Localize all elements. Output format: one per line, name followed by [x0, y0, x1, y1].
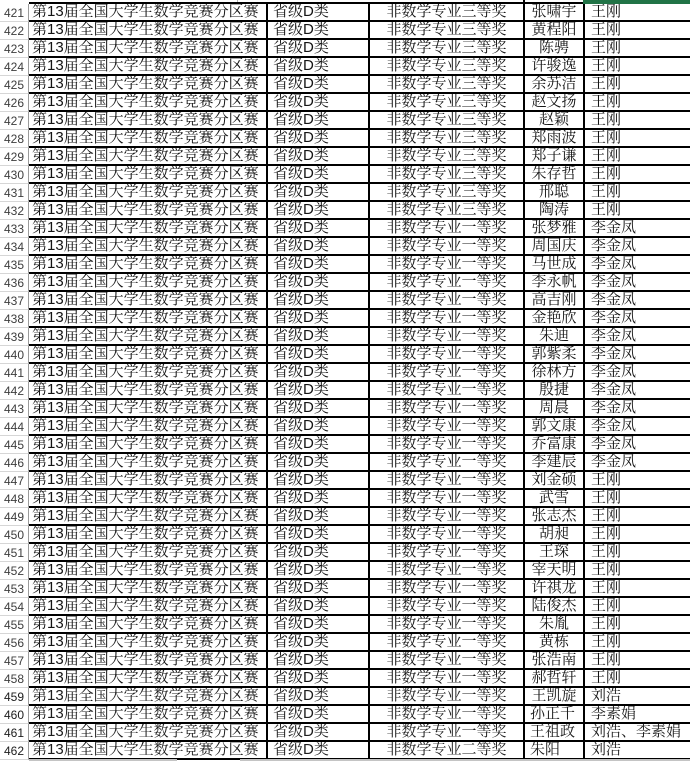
cell-award[interactable]: 非数学专业一等奖 [368, 724, 523, 742]
cell-level[interactable]: 省级D类 [266, 274, 368, 292]
cell-award[interactable]: 非数学专业三等奖 [368, 40, 523, 58]
row-header[interactable]: 452 [0, 562, 29, 580]
row-header[interactable]: 430 [0, 166, 29, 184]
cell-level[interactable]: 省级D类 [266, 688, 368, 706]
cell-competition[interactable]: 第13届全国大学生数学竞赛分区赛 [29, 724, 266, 742]
cell-teacher[interactable]: 李金凤 [583, 382, 690, 400]
cell-award[interactable]: 非数学专业三等奖 [368, 130, 523, 148]
cell-teacher[interactable]: 王刚 [583, 652, 690, 670]
cell-teacher[interactable]: 王刚 [583, 40, 690, 58]
cell-competition[interactable]: 第13届全国大学生数学竞赛分区赛 [29, 238, 266, 256]
table-row [0, 526, 690, 544]
cell-name[interactable]: 余苏洁 [523, 76, 583, 94]
cell-competition[interactable]: 第13届全国大学生数学竞赛分区赛 [29, 382, 266, 400]
cell-level[interactable]: 省级D类 [266, 238, 368, 256]
row-header[interactable]: 432 [0, 202, 29, 220]
row-header[interactable]: 446 [0, 454, 29, 472]
row-header[interactable]: 458 [0, 670, 29, 688]
partial-gridline-bottom [29, 759, 177, 761]
cell-teacher[interactable]: 李金凤 [583, 346, 690, 364]
row-header[interactable]: 444 [0, 418, 29, 436]
table-row [0, 364, 690, 382]
cell-teacher[interactable]: 王刚 [583, 148, 690, 166]
cell-award[interactable]: 非数学专业三等奖 [368, 166, 523, 184]
table-row [0, 706, 690, 724]
cell-competition[interactable]: 第13届全国大学生数学竞赛分区赛 [29, 544, 266, 562]
table-row [0, 346, 690, 364]
cell-award[interactable]: 非数学专业一等奖 [368, 598, 523, 616]
cell-teacher[interactable]: 王刚 [583, 94, 690, 112]
cell-competition[interactable]: 第13届全国大学生数学竞赛分区赛 [29, 292, 266, 310]
cell-teacher[interactable]: 王刚 [583, 202, 690, 220]
cell-level[interactable]: 省级D类 [266, 202, 368, 220]
cell-level[interactable]: 省级D类 [266, 40, 368, 58]
cell-name[interactable]: 朱存哲 [523, 166, 583, 184]
row-header[interactable]: 421 [0, 4, 29, 22]
cell-award[interactable]: 非数学专业一等奖 [368, 346, 523, 364]
cell-name[interactable]: 许骏逸 [523, 58, 583, 76]
row-header[interactable]: 440 [0, 346, 29, 364]
cell-teacher[interactable]: 王刚 [583, 58, 690, 76]
cell-level[interactable]: 省级D类 [266, 634, 368, 652]
table-row [0, 652, 690, 670]
cell-award[interactable]: 非数学专业三等奖 [368, 148, 523, 166]
cell-competition[interactable]: 第13届全国大学生数学竞赛分区赛 [29, 310, 266, 328]
table-row [0, 328, 690, 346]
cell-level[interactable]: 省级D类 [266, 652, 368, 670]
cell-competition[interactable]: 第13届全国大学生数学竞赛分区赛 [29, 688, 266, 706]
table-row [0, 76, 690, 94]
cell-name[interactable]: 李永帆 [523, 274, 583, 292]
cell-level[interactable]: 省级D类 [266, 166, 368, 184]
cell-teacher[interactable]: 刘浩 [583, 742, 690, 760]
cell-level[interactable]: 省级D类 [266, 526, 368, 544]
cell-level[interactable]: 省级D类 [266, 310, 368, 328]
cell-competition[interactable]: 第13届全国大学生数学竞赛分区赛 [29, 652, 266, 670]
cell-name[interactable]: 宰天明 [523, 562, 583, 580]
cell-teacher[interactable]: 王刚 [583, 166, 690, 184]
cell-level[interactable]: 省级D类 [266, 580, 368, 598]
cell-name[interactable]: 李建辰 [523, 454, 583, 472]
cell-name[interactable]: 陶涛 [523, 202, 583, 220]
row-header[interactable]: 437 [0, 292, 29, 310]
cell-name[interactable]: 朱阳 [523, 742, 583, 760]
table-row [0, 454, 690, 472]
cell-award[interactable]: 非数学专业三等奖 [368, 58, 523, 76]
table-row [0, 292, 690, 310]
cell-competition[interactable]: 第13届全国大学生数学竞赛分区赛 [29, 580, 266, 598]
cell-award[interactable]: 非数学专业一等奖 [368, 418, 523, 436]
cell-award[interactable]: 非数学专业一等奖 [368, 652, 523, 670]
cell-level[interactable]: 省级D类 [266, 4, 368, 22]
cell-award[interactable]: 非数学专业一等奖 [368, 562, 523, 580]
table-row [0, 742, 690, 760]
cell-level[interactable]: 省级D类 [266, 220, 368, 238]
cell-award[interactable]: 非数学专业一等奖 [368, 292, 523, 310]
cell-level[interactable]: 省级D类 [266, 598, 368, 616]
cell-competition[interactable]: 第13届全国大学生数学竞赛分区赛 [29, 670, 266, 688]
cell-name[interactable]: 黄程阳 [523, 22, 583, 40]
cell-name[interactable]: 赵颖 [523, 112, 583, 130]
cell-level[interactable]: 省级D类 [266, 724, 368, 742]
cell-award[interactable]: 非数学专业一等奖 [368, 238, 523, 256]
cell-award[interactable]: 非数学专业三等奖 [368, 184, 523, 202]
table-row [0, 130, 690, 148]
row-header[interactable]: 461 [0, 724, 29, 742]
table-row [0, 166, 690, 184]
table-row [0, 580, 690, 598]
cell-award[interactable]: 非数学专业一等奖 [368, 688, 523, 706]
table-row [0, 310, 690, 328]
table-row [0, 508, 690, 526]
cell-teacher[interactable]: 李金凤 [583, 400, 690, 418]
row-header[interactable]: 431 [0, 184, 29, 202]
cell-teacher[interactable]: 王刚 [583, 634, 690, 652]
cell-name[interactable]: 殷捷 [523, 382, 583, 400]
cell-level[interactable]: 省级D类 [266, 562, 368, 580]
cell-competition[interactable]: 第13届全国大学生数学竞赛分区赛 [29, 634, 266, 652]
row-header[interactable]: 422 [0, 22, 29, 40]
cell-name[interactable]: 郑雨波 [523, 130, 583, 148]
cell-award[interactable]: 非数学专业一等奖 [368, 670, 523, 688]
cell-award[interactable]: 非数学专业一等奖 [368, 256, 523, 274]
cell-competition[interactable]: 第13届全国大学生数学竞赛分区赛 [29, 274, 266, 292]
cell-teacher[interactable]: 李金凤 [583, 328, 690, 346]
cell-teacher[interactable]: 刘浩、李素娟 [583, 724, 690, 742]
cell-level[interactable]: 省级D类 [266, 400, 368, 418]
cell-award[interactable]: 非数学专业一等奖 [368, 526, 523, 544]
cell-name[interactable]: 高吉刚 [523, 292, 583, 310]
row-header[interactable]: 447 [0, 472, 29, 490]
cell-teacher[interactable]: 李金凤 [583, 274, 690, 292]
cell-level[interactable]: 省级D类 [266, 508, 368, 526]
cell-level[interactable]: 省级D类 [266, 148, 368, 166]
cell-teacher[interactable]: 王刚 [583, 616, 690, 634]
cell-award[interactable]: 非数学专业一等奖 [368, 454, 523, 472]
cell-competition[interactable]: 第13届全国大学生数学竞赛分区赛 [29, 508, 266, 526]
table-row [0, 220, 690, 238]
table-row [0, 436, 690, 454]
cell-teacher[interactable]: 王刚 [583, 76, 690, 94]
cell-level[interactable]: 省级D类 [266, 490, 368, 508]
cell-teacher[interactable]: 刘浩 [583, 688, 690, 706]
row-header[interactable]: 449 [0, 508, 29, 526]
cell-name[interactable]: 乔富康 [523, 436, 583, 454]
cell-teacher[interactable]: 李金凤 [583, 238, 690, 256]
row-header[interactable]: 433 [0, 220, 29, 238]
cell-level[interactable]: 省级D类 [266, 616, 368, 634]
cell-level[interactable]: 省级D类 [266, 742, 368, 760]
cell-competition[interactable]: 第13届全国大学生数学竞赛分区赛 [29, 706, 266, 724]
row-header[interactable]: 426 [0, 94, 29, 112]
cell-competition[interactable]: 第13届全国大学生数学竞赛分区赛 [29, 256, 266, 274]
cell-level[interactable]: 省级D类 [266, 22, 368, 40]
cell-award[interactable]: 非数学专业一等奖 [368, 616, 523, 634]
cell-award[interactable]: 非数学专业三等奖 [368, 112, 523, 130]
cell-teacher[interactable]: 王刚 [583, 4, 690, 22]
table-row [0, 148, 690, 166]
cell-teacher[interactable]: 李金凤 [583, 220, 690, 238]
cell-teacher[interactable]: 李金凤 [583, 292, 690, 310]
table-row [0, 274, 690, 292]
cell-name[interactable]: 赵文扬 [523, 94, 583, 112]
cell-award[interactable]: 非数学专业一等奖 [368, 544, 523, 562]
table-row [0, 256, 690, 274]
cell-award[interactable]: 非数学专业一等奖 [368, 490, 523, 508]
row-header[interactable]: 442 [0, 382, 29, 400]
cell-level[interactable]: 省级D类 [266, 76, 368, 94]
table-row [0, 94, 690, 112]
cell-name[interactable]: 陈骋 [523, 40, 583, 58]
table-row [0, 382, 690, 400]
cell-name[interactable]: 郝哲轩 [523, 670, 583, 688]
cell-competition[interactable]: 第13届全国大学生数学竞赛分区赛 [29, 40, 266, 58]
cell-level[interactable]: 省级D类 [266, 454, 368, 472]
row-header[interactable]: 427 [0, 112, 29, 130]
cell-teacher[interactable]: 王刚 [583, 130, 690, 148]
cell-competition[interactable]: 第13届全国大学生数学竞赛分区赛 [29, 490, 266, 508]
row-header[interactable]: 456 [0, 634, 29, 652]
cell-name[interactable]: 王凯旋 [523, 688, 583, 706]
cell-name[interactable]: 郭文康 [523, 418, 583, 436]
row-header[interactable]: 434 [0, 238, 29, 256]
row-header[interactable]: 448 [0, 490, 29, 508]
cell-teacher[interactable]: 李金凤 [583, 310, 690, 328]
row-header[interactable]: 428 [0, 130, 29, 148]
cell-award[interactable]: 非数学专业一等奖 [368, 472, 523, 490]
table-row [0, 472, 690, 490]
cell-name[interactable]: 马世成 [523, 256, 583, 274]
cell-competition[interactable]: 第13届全国大学生数学竞赛分区赛 [29, 598, 266, 616]
table-row [0, 544, 690, 562]
cell-award[interactable]: 非数学专业一等奖 [368, 220, 523, 238]
table-row [0, 634, 690, 652]
cell-award[interactable]: 非数学专业二等奖 [368, 742, 523, 760]
cell-competition[interactable]: 第13届全国大学生数学竞赛分区赛 [29, 148, 266, 166]
cell-name[interactable]: 朱胤 [523, 616, 583, 634]
cell-level[interactable]: 省级D类 [266, 544, 368, 562]
cell-level[interactable]: 省级D类 [266, 94, 368, 112]
cell-level[interactable]: 省级D类 [266, 472, 368, 490]
table-row [0, 616, 690, 634]
cell-competition[interactable]: 第13届全国大学生数学竞赛分区赛 [29, 184, 266, 202]
cell-name[interactable]: 周晨 [523, 400, 583, 418]
cell-competition[interactable]: 第13届全国大学生数学竞赛分区赛 [29, 742, 266, 760]
table-row [0, 724, 690, 742]
cell-award[interactable]: 非数学专业一等奖 [368, 436, 523, 454]
cell-name[interactable]: 郑子谦 [523, 148, 583, 166]
row-header[interactable]: 450 [0, 526, 29, 544]
table-row [0, 598, 690, 616]
cell-competition[interactable]: 第13届全国大学生数学竞赛分区赛 [29, 58, 266, 76]
cell-name[interactable]: 金艳欣 [523, 310, 583, 328]
table-row [0, 400, 690, 418]
cell-award[interactable]: 非数学专业一等奖 [368, 328, 523, 346]
cell-teacher[interactable]: 王刚 [583, 544, 690, 562]
table-row [0, 562, 690, 580]
table-row [0, 238, 690, 256]
cell-competition[interactable]: 第13届全国大学生数学竞赛分区赛 [29, 616, 266, 634]
cell-teacher[interactable]: 王刚 [583, 526, 690, 544]
cell-level[interactable]: 省级D类 [266, 418, 368, 436]
row-header[interactable]: 436 [0, 274, 29, 292]
cell-teacher[interactable]: 王刚 [583, 598, 690, 616]
cell-award[interactable]: 非数学专业三等奖 [368, 76, 523, 94]
cell-competition[interactable]: 第13届全国大学生数学竞赛分区赛 [29, 220, 266, 238]
table-row [0, 58, 690, 76]
row-header[interactable]: 424 [0, 58, 29, 76]
cell-teacher[interactable]: 王刚 [583, 562, 690, 580]
cell-level[interactable]: 省级D类 [266, 436, 368, 454]
row-header[interactable]: 439 [0, 328, 29, 346]
cell-award[interactable]: 非数学专业一等奖 [368, 580, 523, 598]
cell-name[interactable]: 王祖政 [523, 724, 583, 742]
cell-teacher[interactable]: 王刚 [583, 580, 690, 598]
row-header[interactable]: 429 [0, 148, 29, 166]
row-header[interactable]: 454 [0, 598, 29, 616]
cell-award[interactable]: 非数学专业一等奖 [368, 706, 523, 724]
cell-level[interactable]: 省级D类 [266, 364, 368, 382]
cell-name[interactable]: 周国庆 [523, 238, 583, 256]
cell-competition[interactable]: 第13届全国大学生数学竞赛分区赛 [29, 328, 266, 346]
cell-competition[interactable]: 第13届全国大学生数学竞赛分区赛 [29, 76, 266, 94]
cell-name[interactable]: 胡昶 [523, 526, 583, 544]
cell-teacher[interactable]: 李金凤 [583, 364, 690, 382]
row-header[interactable]: 460 [0, 706, 29, 724]
cell-teacher[interactable]: 王刚 [583, 22, 690, 40]
table-row [0, 490, 690, 508]
cell-level[interactable]: 省级D类 [266, 706, 368, 724]
table-row [0, 40, 690, 58]
cell-level[interactable]: 省级D类 [266, 184, 368, 202]
cell-competition[interactable]: 第13届全国大学生数学竞赛分区赛 [29, 526, 266, 544]
cell-competition[interactable]: 第13届全国大学生数学竞赛分区赛 [29, 166, 266, 184]
cell-name[interactable]: 邢聪 [523, 184, 583, 202]
row-header[interactable]: 443 [0, 400, 29, 418]
cell-teacher[interactable]: 李素娟 [583, 706, 690, 724]
cell-teacher[interactable]: 王刚 [583, 508, 690, 526]
table-row [0, 688, 690, 706]
cell-teacher[interactable]: 李金凤 [583, 418, 690, 436]
cell-competition[interactable]: 第13届全国大学生数学竞赛分区赛 [29, 436, 266, 454]
table-row [0, 670, 690, 688]
cell-level[interactable]: 省级D类 [266, 58, 368, 76]
cell-award[interactable]: 非数学专业一等奖 [368, 364, 523, 382]
table-row [0, 202, 690, 220]
table-row [0, 112, 690, 130]
row-header[interactable]: 451 [0, 544, 29, 562]
cell-competition[interactable]: 第13届全国大学生数学竞赛分区赛 [29, 346, 266, 364]
row-header[interactable]: 462 [0, 742, 29, 760]
cell-teacher[interactable]: 李金凤 [583, 256, 690, 274]
cell-competition[interactable]: 第13届全国大学生数学竞赛分区赛 [29, 22, 266, 40]
cell-teacher[interactable]: 王刚 [583, 472, 690, 490]
cell-teacher[interactable]: 李金凤 [583, 454, 690, 472]
cell-level[interactable]: 省级D类 [266, 346, 368, 364]
cell-level[interactable]: 省级D类 [266, 670, 368, 688]
row-header[interactable]: 455 [0, 616, 29, 634]
table-row [0, 4, 690, 22]
cell-name[interactable]: 朱迪 [523, 328, 583, 346]
cell-award[interactable]: 非数学专业一等奖 [368, 382, 523, 400]
cell-competition[interactable]: 第13届全国大学生数学竞赛分区赛 [29, 364, 266, 382]
cell-name[interactable]: 张梦雅 [523, 220, 583, 238]
cell-name[interactable]: 王琛 [523, 544, 583, 562]
partial-gridline-bottom [240, 759, 690, 761]
cell-award[interactable]: 非数学专业三等奖 [368, 4, 523, 22]
cell-teacher[interactable]: 王刚 [583, 112, 690, 130]
cell-award[interactable]: 非数学专业三等奖 [368, 22, 523, 40]
cell-competition[interactable]: 第13届全国大学生数学竞赛分区赛 [29, 418, 266, 436]
cell-name[interactable]: 张浩南 [523, 652, 583, 670]
cell-name[interactable]: 刘金硕 [523, 472, 583, 490]
cell-teacher[interactable]: 王刚 [583, 490, 690, 508]
cell-competition[interactable]: 第13届全国大学生数学竞赛分区赛 [29, 130, 266, 148]
cell-competition[interactable]: 第13届全国大学生数学竞赛分区赛 [29, 4, 266, 22]
row-header[interactable]: 435 [0, 256, 29, 274]
cell-award[interactable]: 非数学专业一等奖 [368, 310, 523, 328]
table-row [0, 22, 690, 40]
row-header[interactable]: 457 [0, 652, 29, 670]
cell-name[interactable]: 郭紫柔 [523, 346, 583, 364]
cell-level[interactable]: 省级D类 [266, 130, 368, 148]
cell-name[interactable]: 张啸宇 [523, 4, 583, 22]
cell-teacher[interactable]: 李金凤 [583, 436, 690, 454]
cell-name[interactable]: 张志杰 [523, 508, 583, 526]
row-header[interactable]: 453 [0, 580, 29, 598]
cell-competition[interactable]: 第13届全国大学生数学竞赛分区赛 [29, 400, 266, 418]
cell-name[interactable]: 武雪 [523, 490, 583, 508]
cell-name[interactable]: 黄栋 [523, 634, 583, 652]
cell-award[interactable]: 非数学专业一等奖 [368, 400, 523, 418]
cell-level[interactable]: 省级D类 [266, 112, 368, 130]
cell-level[interactable]: 省级D类 [266, 328, 368, 346]
row-header[interactable]: 438 [0, 310, 29, 328]
cell-competition[interactable]: 第13届全国大学生数学竞赛分区赛 [29, 454, 266, 472]
cell-level[interactable]: 省级D类 [266, 382, 368, 400]
cell-award[interactable]: 非数学专业一等奖 [368, 508, 523, 526]
cell-competition[interactable]: 第13届全国大学生数学竞赛分区赛 [29, 94, 266, 112]
cell-award[interactable]: 非数学专业一等奖 [368, 274, 523, 292]
cell-name[interactable]: 陆俊杰 [523, 598, 583, 616]
table-row [0, 184, 690, 202]
table-row [0, 418, 690, 436]
row-header[interactable]: 425 [0, 76, 29, 94]
cell-level[interactable]: 省级D类 [266, 292, 368, 310]
cell-competition[interactable]: 第13届全国大学生数学竞赛分区赛 [29, 472, 266, 490]
cell-competition[interactable]: 第13届全国大学生数学竞赛分区赛 [29, 202, 266, 220]
cell-competition[interactable]: 第13届全国大学生数学竞赛分区赛 [29, 562, 266, 580]
cell-award[interactable]: 非数学专业一等奖 [368, 634, 523, 652]
cell-name[interactable]: 孙正千 [523, 706, 583, 724]
cell-teacher[interactable]: 王刚 [583, 670, 690, 688]
cell-award[interactable]: 非数学专业三等奖 [368, 94, 523, 112]
row-header[interactable]: 423 [0, 40, 29, 58]
cell-name[interactable]: 徐林方 [523, 364, 583, 382]
cell-name[interactable]: 许祺龙 [523, 580, 583, 598]
cell-award[interactable]: 非数学专业三等奖 [368, 202, 523, 220]
cell-teacher[interactable]: 王刚 [583, 184, 690, 202]
cell-competition[interactable]: 第13届全国大学生数学竞赛分区赛 [29, 112, 266, 130]
award-table [0, 4, 690, 760]
cell-level[interactable]: 省级D类 [266, 256, 368, 274]
row-header[interactable]: 445 [0, 436, 29, 454]
row-header[interactable]: 459 [0, 688, 29, 706]
row-header[interactable]: 441 [0, 364, 29, 382]
